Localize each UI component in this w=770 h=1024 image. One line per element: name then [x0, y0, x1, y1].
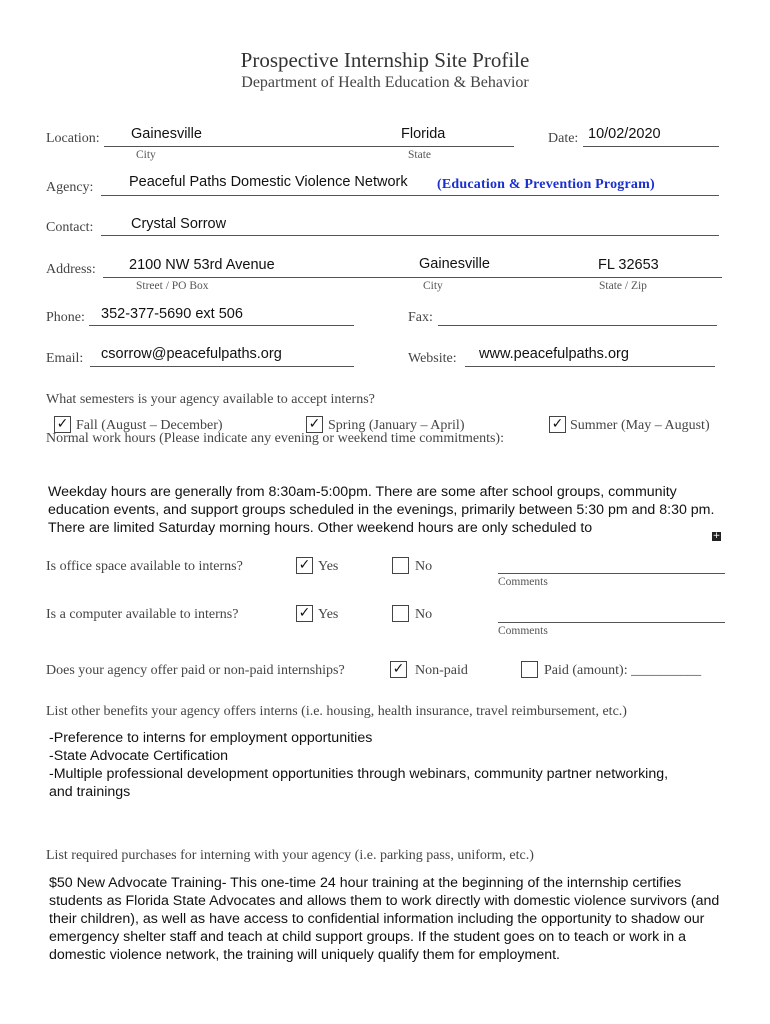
agency-label: Agency:	[46, 180, 94, 195]
nonpaid-label: Non-paid	[415, 663, 468, 678]
semesters-question: What semesters is your agency available to accept interns?	[46, 392, 375, 407]
agency-field[interactable]: Peaceful Paths Domestic Violence Network	[129, 174, 408, 190]
benefit-line: and trainings	[49, 784, 131, 800]
address-street-caption: Street / PO Box	[136, 280, 209, 292]
spring-label: Spring (January – April)	[328, 418, 465, 433]
computer-no-label: No	[415, 607, 433, 622]
phone-underline	[89, 325, 354, 326]
computer-comments-caption: Comments	[498, 625, 548, 637]
computer-yes-label: Yes	[318, 607, 339, 622]
fax-underline	[438, 325, 717, 326]
address-label: Address:	[46, 262, 96, 277]
office-space-yes-label: Yes	[318, 559, 339, 574]
contact-underline	[101, 235, 719, 236]
spring-checkbox[interactable]: ✓	[306, 416, 323, 433]
location-underline	[104, 146, 514, 147]
purchases-textarea[interactable]: $50 New Advocate Training- This one-time 24 hour training at the beginning of the internship certifies students as Florida State Advocates and allows them to work directly with domestic violence survivors (and their children), as well as have access to confidential information including the opportunity to shadow our emergency shelter staff and teach at child support groups. If the student goes on to teach or work in a domestic violence network, the training will uniquely qualify them for employment.	[49, 875, 720, 963]
purchases-question: List required purchases for interning with your agency (i.e. parking pass, uniform, etc.)	[46, 848, 534, 863]
nonpaid-checkbox[interactable]: ✓	[390, 661, 407, 678]
location-label: Location:	[46, 131, 100, 146]
website-label: Website:	[408, 351, 457, 366]
work-hours-textarea[interactable]: Weekday hours are generally from 8:30am-5:00pm. There are some after school groups, community education events, and support groups scheduled in the evenings, primarily between 5:30 pm and 8:30 pm. There are limited Saturday morning hours. Other weekend hours are only scheduled to	[48, 484, 715, 536]
location-city-field[interactable]: Gainesville	[131, 126, 202, 142]
email-field[interactable]: csorrow@peacefulpaths.org	[101, 346, 282, 362]
email-label: Email:	[46, 351, 84, 366]
address-city-field[interactable]: Gainesville	[419, 256, 490, 272]
summer-label: Summer (May – August)	[570, 418, 710, 433]
fax-label: Fax:	[408, 310, 433, 325]
address-city-caption: City	[423, 280, 443, 292]
date-underline	[583, 146, 719, 147]
address-street-field[interactable]: 2100 NW 53rd Avenue	[129, 257, 275, 273]
page-subtitle: Department of Health Education & Behavior	[241, 74, 529, 91]
benefits-textarea[interactable]	[49, 729, 739, 801]
work-hours-question: Normal work hours (Please indicate any evening or weekend time commitments):	[46, 431, 504, 446]
office-space-comments-line[interactable]	[498, 573, 725, 574]
agency-underline	[101, 195, 719, 196]
office-space-question: Is office space available to interns?	[46, 559, 243, 574]
office-space-no-checkbox[interactable]	[392, 557, 409, 574]
summer-checkbox[interactable]: ✓	[549, 416, 566, 433]
website-field[interactable]: www.peacefulpaths.org	[479, 346, 629, 362]
fall-checkbox[interactable]: ✓	[54, 416, 71, 433]
address-state-zip-caption: State / Zip	[599, 280, 647, 292]
location-state-caption: State	[408, 149, 431, 161]
computer-comments-line[interactable]	[498, 622, 725, 623]
office-space-no-label: No	[415, 559, 433, 574]
phone-field[interactable]: 352-377-5690 ext 506	[101, 306, 243, 322]
agency-program: (Education & Prevention Program)	[437, 177, 655, 192]
benefit-line: -Multiple professional development opportunities through webinars, community partner networking,	[49, 766, 669, 782]
computer-yes-checkbox[interactable]: ✓	[296, 605, 313, 622]
office-space-yes-checkbox[interactable]: ✓	[296, 557, 313, 574]
benefit-line: -Preference to interns for employment opportunities	[49, 730, 373, 746]
benefits-question: List other benefits your agency offers interns (i.e. housing, health insurance, travel reimbursement, etc.)	[46, 704, 627, 719]
website-underline	[465, 366, 715, 367]
contact-field[interactable]: Crystal Sorrow	[131, 216, 227, 232]
computer-no-checkbox[interactable]	[392, 605, 409, 622]
benefit-line: -State Advocate Certification	[49, 748, 229, 764]
address-underline	[103, 277, 722, 278]
date-field[interactable]: 10/02/2020	[588, 126, 661, 142]
paid-amount-label[interactable]: Paid (amount): __________	[544, 663, 702, 678]
paid-checkbox[interactable]	[521, 661, 538, 678]
location-state-field[interactable]: Florida	[401, 126, 446, 142]
computer-question: Is a computer available to interns?	[46, 607, 239, 622]
fall-label: Fall (August – December)	[76, 418, 223, 433]
phone-label: Phone:	[46, 310, 85, 325]
plus-icon[interactable]: +	[712, 531, 721, 541]
email-underline	[90, 366, 354, 367]
address-state-zip-field[interactable]: FL 32653	[598, 257, 659, 273]
date-label: Date:	[548, 131, 579, 146]
location-city-caption: City	[136, 149, 156, 161]
page-title: Prospective Internship Site Profile	[240, 48, 530, 72]
office-space-comments-caption: Comments	[498, 576, 548, 588]
paid-question: Does your agency offer paid or non-paid internships?	[46, 663, 345, 678]
contact-label: Contact:	[46, 220, 94, 235]
